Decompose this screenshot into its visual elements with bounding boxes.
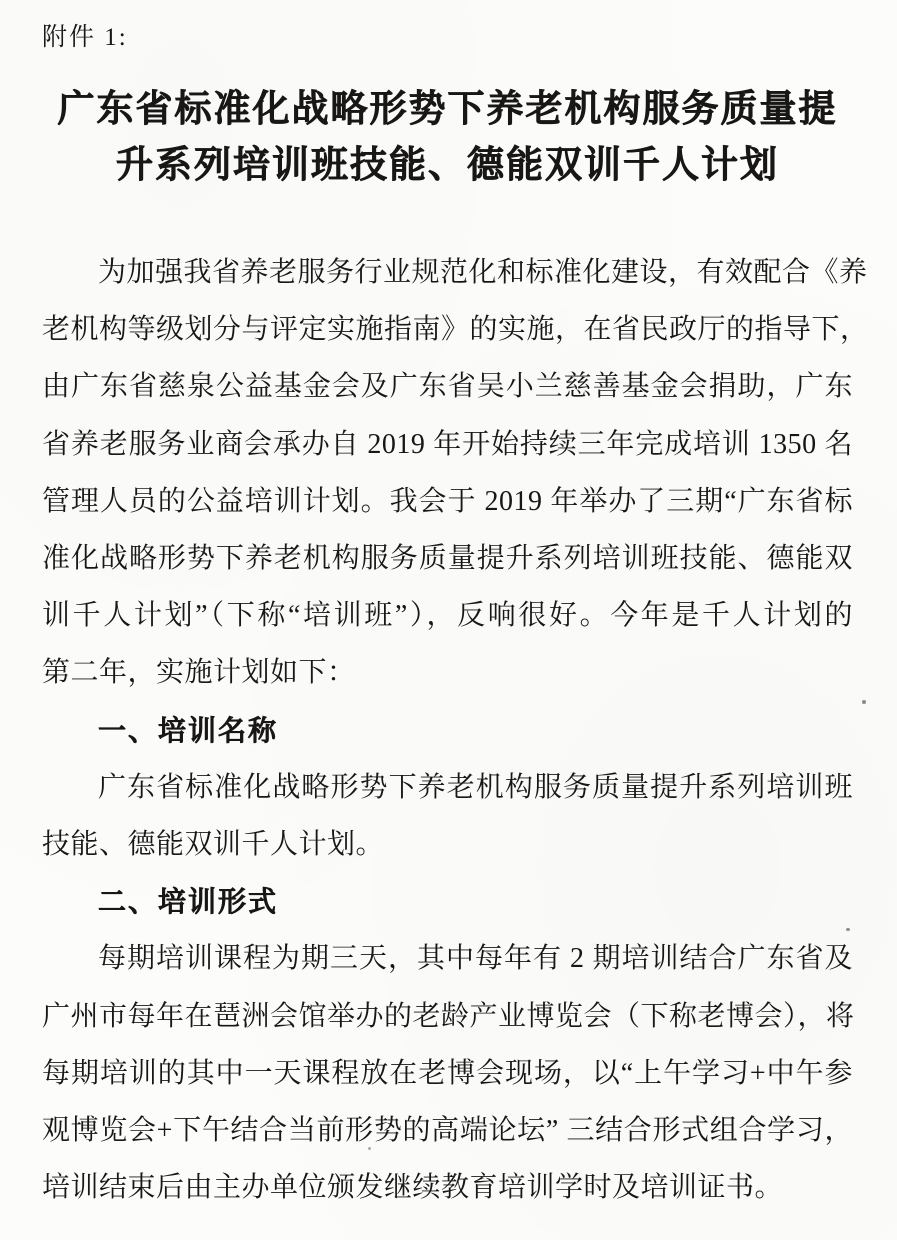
paragraph-line: 由广东省慈泉公益基金会及广东省吴小兰慈善基金会捐助，广东 xyxy=(42,371,853,403)
scan-speck xyxy=(846,928,850,931)
paragraph-line: 培训结束后由主办单位颁发继续教育培训学时及培训证书。 xyxy=(42,1172,784,1204)
paragraph-line: 技能、德能双训千人计划。 xyxy=(42,829,385,861)
paragraph-line: 管理人员的公益培训计划。我会于 2019 年举办了三期“广东省标 xyxy=(42,485,853,517)
document-title-line-1: 广东省标准化战略形势下养老机构服务质量提 xyxy=(57,89,838,130)
paragraph-line: 省养老服务业商会承办自 2019 年开始持续三年完成培训 1350 名 xyxy=(42,428,853,460)
paragraph-line: 老机构等级划分与评定实施指南》的实施，在省民政厅的指导下， xyxy=(42,314,869,346)
paragraph-line: 广州市每年在琶洲会馆举办的老龄产业博览会（下称老博会），将 xyxy=(42,1000,855,1032)
paragraph-line: 观博览会+下午结合当前形势的高端论坛” 三结合形式组合学习， xyxy=(42,1115,853,1147)
scan-speck xyxy=(368,1147,371,1150)
paragraph-line: 广东省标准化战略形势下养老机构服务质量提升系列培训班 xyxy=(98,771,853,803)
document-body xyxy=(42,244,869,1216)
paragraph-line: 训千人计划”（下称“培训班”），反响很好。今年是千人计划的 xyxy=(42,600,853,632)
paragraph-line: 每期培训的其中一天课程放在老博会现场，以“上午学习+中午参 xyxy=(42,1057,853,1089)
document-title xyxy=(42,82,853,194)
attachment-label: 附件 1: xyxy=(42,24,128,51)
document-title-line-2: 升系列培训班技能、德能双训千人计划 xyxy=(116,145,779,186)
section-1-heading: 一、培训名称 xyxy=(98,714,279,746)
paragraph-line: 每期培训课程为期三天，其中每年有 2 期培训结合广东省及 xyxy=(98,943,853,975)
scan-speck xyxy=(862,700,866,704)
paragraph-line: 为加强我省养老服务行业规范化和标准化建设，有效配合《养 xyxy=(98,257,868,288)
paragraph-line: 准化战略形势下养老机构服务质量提升系列培训班技能、德能双 xyxy=(42,543,853,575)
section-2-heading: 二、培训形式 xyxy=(98,886,279,918)
paragraph-line: 第二年，实施计划如下： xyxy=(42,657,356,689)
